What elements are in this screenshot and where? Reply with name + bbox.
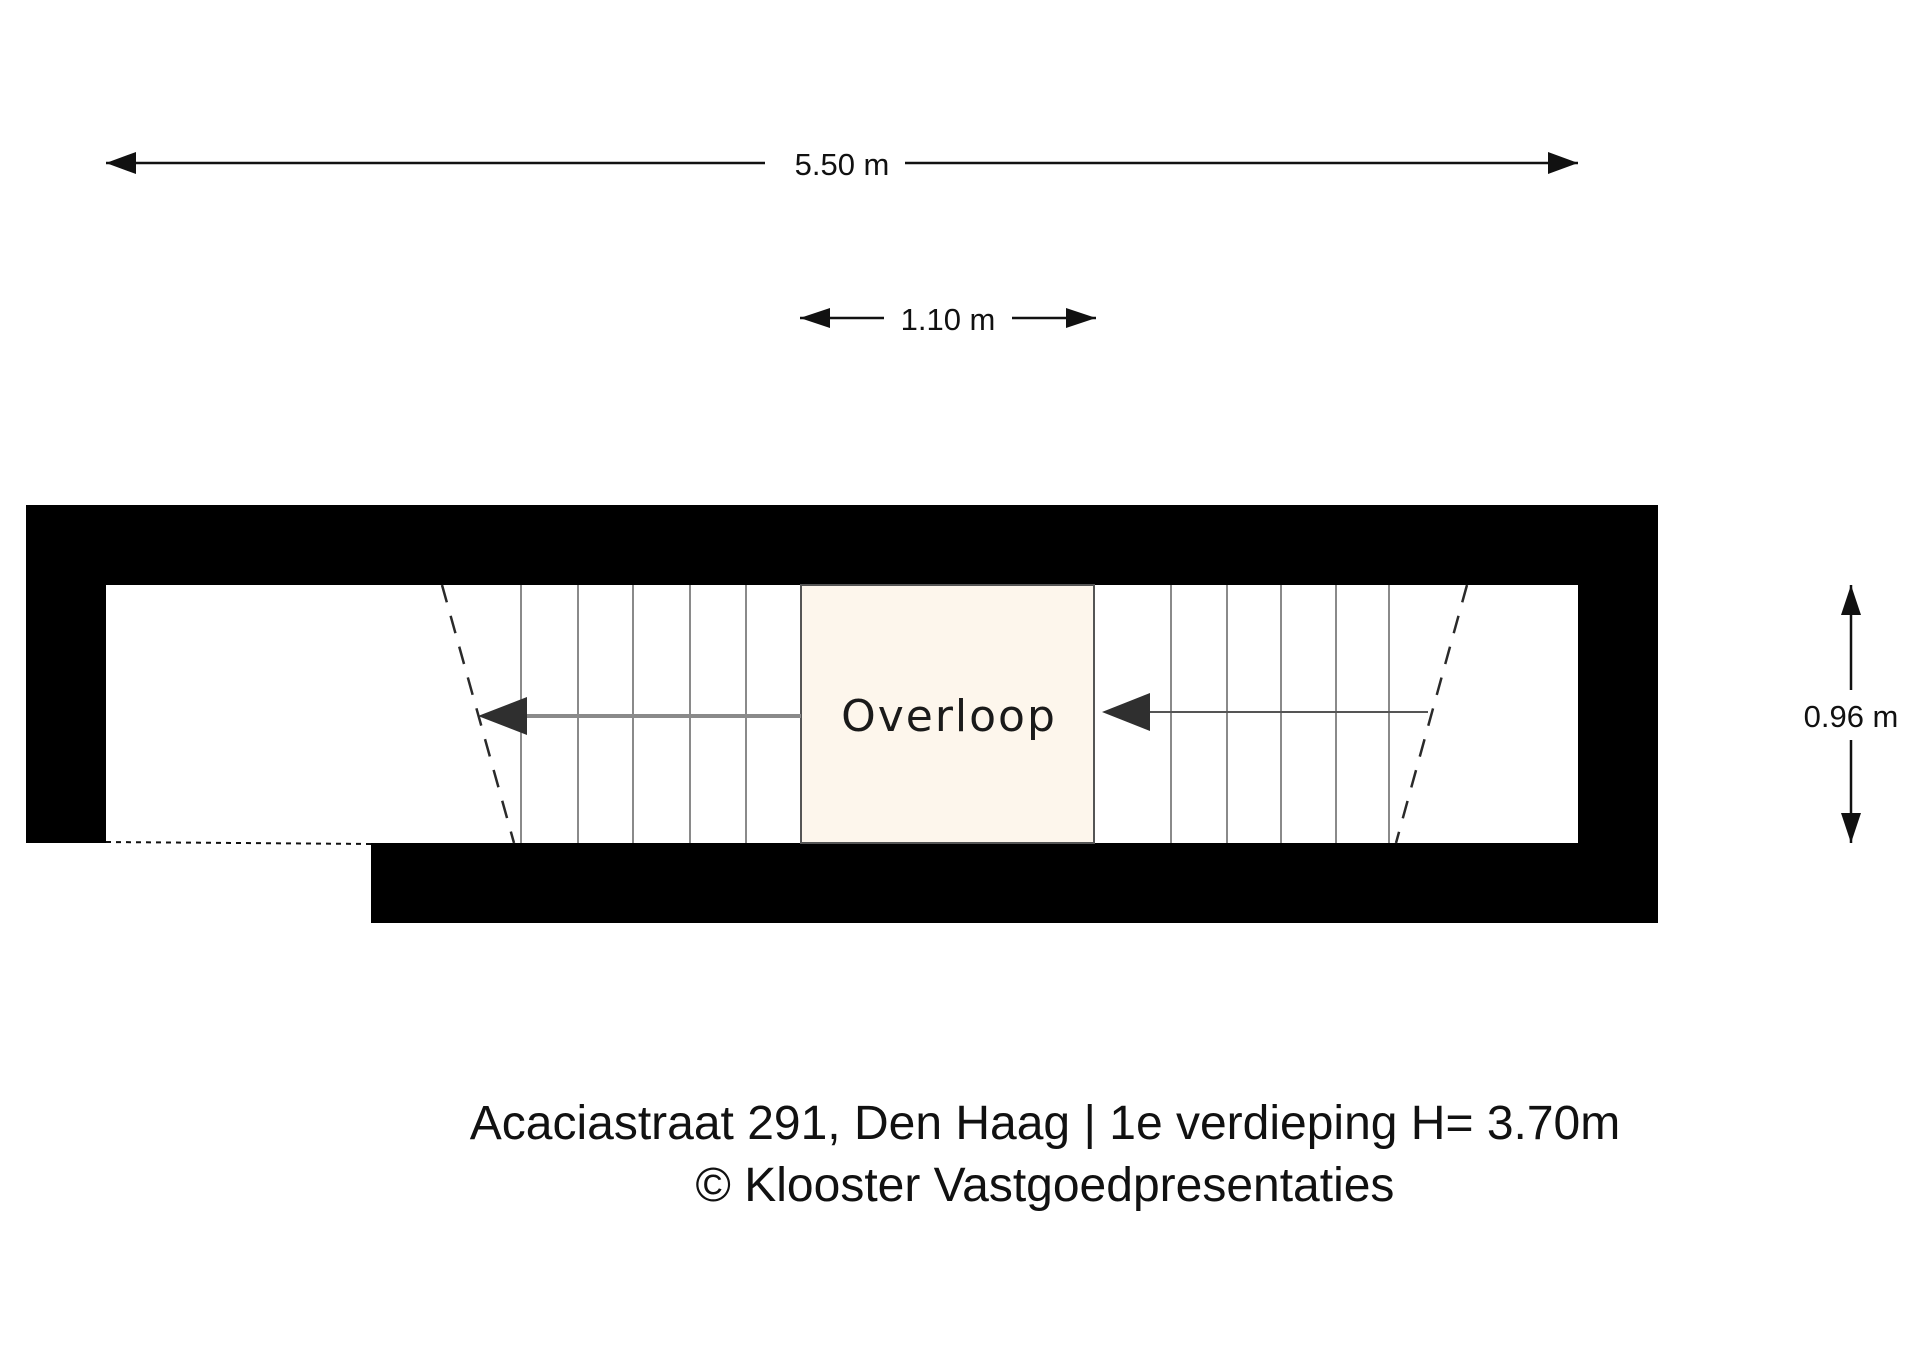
caption-copyright: © Klooster Vastgoedpresentaties bbox=[695, 1159, 1395, 1212]
left-staircase bbox=[442, 585, 801, 843]
room-label-overloop: Overloop bbox=[841, 691, 1057, 742]
caption-address: Acaciastraat 291, Den Haag | 1e verdieping H= 3.70m bbox=[469, 1097, 1621, 1150]
open-edge-dotted-line bbox=[106, 842, 371, 844]
overall-width-label: 5.50 m bbox=[794, 147, 890, 182]
overall-width-dimension bbox=[106, 147, 1578, 182]
overall-width-arrowhead-left bbox=[106, 152, 136, 174]
landing-overloop bbox=[801, 585, 1094, 843]
stair-direction-arrow-right bbox=[1102, 693, 1150, 731]
depth-arrowhead-bottom bbox=[1841, 813, 1861, 843]
landing-width-label: 1.10 m bbox=[900, 302, 996, 337]
stair-cut-line-right bbox=[1396, 585, 1467, 843]
stair-direction-arrow-left bbox=[478, 697, 527, 735]
landing-width-dimension bbox=[800, 302, 1096, 337]
overall-width-arrowhead-right bbox=[1548, 152, 1578, 174]
wall-top bbox=[26, 505, 1658, 585]
wall-left bbox=[26, 505, 106, 843]
depth-arrowhead-top bbox=[1841, 585, 1861, 615]
depth-label: 0.96 m bbox=[1803, 699, 1899, 734]
landing-width-arrowhead-right bbox=[1066, 308, 1096, 328]
landing-width-arrowhead-left bbox=[800, 308, 830, 328]
right-staircase bbox=[1102, 585, 1467, 843]
wall-bottom bbox=[371, 843, 1658, 923]
depth-dimension bbox=[1804, 585, 1899, 843]
